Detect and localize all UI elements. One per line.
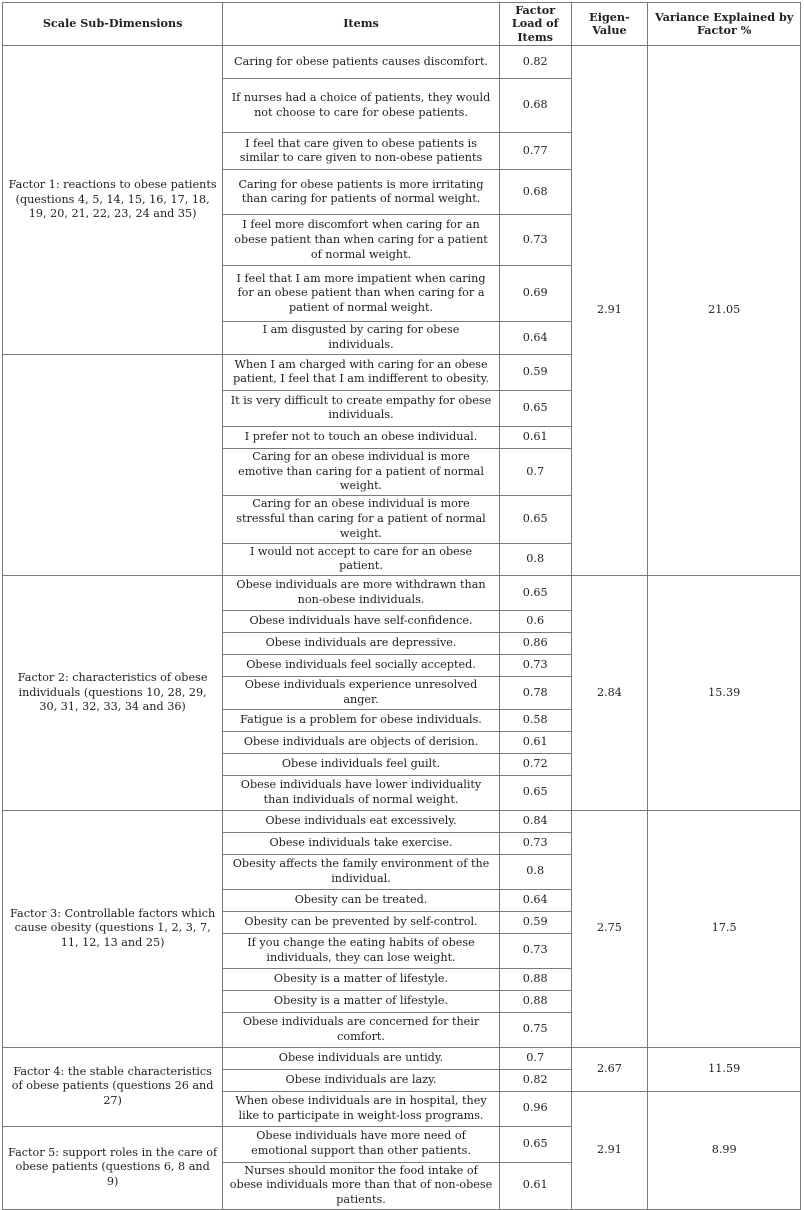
factor-cell: Factor 4: the stable characteristics of obese patients (questions 26 and 27) bbox=[3, 1047, 223, 1126]
item-cell: Obesity is a matter of lifestyle. bbox=[223, 968, 500, 990]
item-cell: Obese individuals have self-confidence. bbox=[223, 611, 500, 633]
variance-cell: 21.05 bbox=[648, 46, 801, 576]
load-cell: 0.6 bbox=[499, 611, 571, 633]
item-cell: Obesity affects the family environment of the individual. bbox=[223, 854, 500, 889]
item-cell: If you change the eating habits of obese individuals, they can lose weight. bbox=[223, 933, 500, 968]
item-cell: Nurses should monitor the food intake of obese individuals more than that of non-obese patients. bbox=[223, 1162, 500, 1209]
load-cell: 0.64 bbox=[499, 889, 571, 911]
load-cell: 0.84 bbox=[499, 810, 571, 832]
factor-analysis-table bbox=[2, 2, 801, 1210]
load-cell: 0.75 bbox=[499, 1012, 571, 1047]
variance-cell: 8.99 bbox=[648, 1091, 801, 1209]
table-row bbox=[3, 46, 801, 79]
item-cell: Obese individuals eat excessively. bbox=[223, 810, 500, 832]
load-cell: 0.69 bbox=[499, 266, 571, 322]
load-cell: 0.58 bbox=[499, 709, 571, 731]
eigen-cell: 2.67 bbox=[571, 1047, 648, 1091]
header-scale-sub-dimensions: Scale Sub-Dimensions bbox=[3, 3, 223, 46]
item-cell: When I am charged with caring for an obese patient, I feel that I am indifferent to obesity. bbox=[223, 354, 500, 390]
item-cell: I prefer not to touch an obese individual. bbox=[223, 426, 500, 448]
load-cell: 0.7 bbox=[499, 448, 571, 495]
load-cell: 0.73 bbox=[499, 655, 571, 677]
load-cell: 0.78 bbox=[499, 677, 571, 710]
load-cell: 0.96 bbox=[499, 1091, 571, 1126]
item-cell: Obesity can be treated. bbox=[223, 889, 500, 911]
item-cell: Obese individuals feel socially accepted. bbox=[223, 655, 500, 677]
eigen-cell: 2.91 bbox=[571, 1091, 648, 1209]
table-row bbox=[3, 576, 801, 611]
variance-cell: 17.5 bbox=[648, 810, 801, 1047]
load-cell: 0.82 bbox=[499, 46, 571, 79]
load-cell: 0.72 bbox=[499, 753, 571, 775]
load-cell: 0.61 bbox=[499, 1162, 571, 1209]
load-cell: 0.8 bbox=[499, 543, 571, 576]
header-eigen-value: Eigen-Value bbox=[571, 3, 648, 46]
variance-cell: 15.39 bbox=[648, 576, 801, 811]
load-cell: 0.61 bbox=[499, 426, 571, 448]
factor-cell: Factor 1: reactions to obese patients (questions 4, 5, 14, 15, 16, 17, 18, 19, 20, 21, 22, 23, 24 and 35) bbox=[3, 46, 223, 355]
header-items: Items bbox=[223, 3, 500, 46]
item-cell: Obese individuals are depressive. bbox=[223, 633, 500, 655]
load-cell: 0.64 bbox=[499, 322, 571, 355]
item-cell: When obese individuals are in hospital, they like to participate in weight-loss programs. bbox=[223, 1091, 500, 1126]
load-cell: 0.68 bbox=[499, 170, 571, 215]
item-cell: I feel that I am more impatient when caring for an obese patient than when caring for a patient of normal weight. bbox=[223, 266, 500, 322]
item-cell: Obesity is a matter of lifestyle. bbox=[223, 990, 500, 1012]
item-cell: Obese individuals are untidy. bbox=[223, 1047, 500, 1069]
eigen-cell: 2.91 bbox=[571, 46, 648, 576]
eigen-cell: 2.84 bbox=[571, 576, 648, 811]
factor-cell: Factor 5: support roles in the care of obese patients (questions 6, 8 and 9) bbox=[3, 1126, 223, 1209]
factor-cell-empty bbox=[3, 354, 223, 575]
factor-cell: Factor 2: characteristics of obese individuals (questions 10, 28, 29, 30, 31, 32, 33, 34 and 36) bbox=[3, 576, 223, 811]
load-cell: 0.61 bbox=[499, 731, 571, 753]
load-cell: 0.88 bbox=[499, 990, 571, 1012]
load-cell: 0.65 bbox=[499, 496, 571, 543]
load-cell: 0.59 bbox=[499, 911, 571, 933]
item-cell: Caring for obese patients causes discomfort. bbox=[223, 46, 500, 79]
item-cell: Obese individuals have more need of emotional support than other patients. bbox=[223, 1126, 500, 1162]
item-cell: It is very difficult to create empathy for obese individuals. bbox=[223, 390, 500, 426]
load-cell: 0.59 bbox=[499, 354, 571, 390]
load-cell: 0.82 bbox=[499, 1069, 571, 1091]
load-cell: 0.88 bbox=[499, 968, 571, 990]
variance-cell: 11.59 bbox=[648, 1047, 801, 1091]
eigen-cell: 2.75 bbox=[571, 810, 648, 1047]
table-row bbox=[3, 1047, 801, 1069]
item-cell: If nurses had a choice of patients, they would not choose to care for obese patients. bbox=[223, 79, 500, 133]
item-cell: Caring for an obese individual is more emotive than caring for a patient of normal weight. bbox=[223, 448, 500, 495]
item-cell: Obese individuals are more withdrawn than non-obese individuals. bbox=[223, 576, 500, 611]
item-cell: Obese individuals experience unresolved anger. bbox=[223, 677, 500, 710]
load-cell: 0.65 bbox=[499, 390, 571, 426]
load-cell: 0.73 bbox=[499, 832, 571, 854]
header-variance-explained: Variance Explained by Factor % bbox=[648, 3, 801, 46]
item-cell: I would not accept to care for an obese patient. bbox=[223, 543, 500, 576]
load-cell: 0.86 bbox=[499, 633, 571, 655]
item-cell: Obese individuals have lower individuality than individuals of normal weight. bbox=[223, 775, 500, 810]
header-row bbox=[3, 3, 801, 46]
item-cell: I am disgusted by caring for obese individuals. bbox=[223, 322, 500, 355]
item-cell: Caring for obese patients is more irritating than caring for patients of normal weight. bbox=[223, 170, 500, 215]
load-cell: 0.65 bbox=[499, 576, 571, 611]
load-cell: 0.65 bbox=[499, 775, 571, 810]
item-cell: I feel that care given to obese patients is similar to care given to non-obese patients bbox=[223, 133, 500, 170]
header-factor-load: Factor Load of Items bbox=[499, 3, 571, 46]
item-cell: Obese individuals are concerned for their comfort. bbox=[223, 1012, 500, 1047]
item-cell: Obese individuals are lazy. bbox=[223, 1069, 500, 1091]
item-cell: Fatigue is a problem for obese individuals. bbox=[223, 709, 500, 731]
load-cell: 0.65 bbox=[499, 1126, 571, 1162]
load-cell: 0.8 bbox=[499, 854, 571, 889]
load-cell: 0.77 bbox=[499, 133, 571, 170]
load-cell: 0.7 bbox=[499, 1047, 571, 1069]
load-cell: 0.68 bbox=[499, 79, 571, 133]
factor-cell: Factor 3: Controllable factors which cause obesity (questions 1, 2, 3, 7, 11, 12, 13 and 25) bbox=[3, 810, 223, 1047]
table-row bbox=[3, 810, 801, 832]
load-cell: 0.73 bbox=[499, 933, 571, 968]
item-cell: Caring for an obese individual is more stressful than caring for a patient of normal weight. bbox=[223, 496, 500, 543]
item-cell: Obese individuals take exercise. bbox=[223, 832, 500, 854]
item-cell: I feel more discomfort when caring for an obese patient than when caring for a patient of normal weight. bbox=[223, 215, 500, 266]
item-cell: Obesity can be prevented by self-control. bbox=[223, 911, 500, 933]
item-cell: Obese individuals feel guilt. bbox=[223, 753, 500, 775]
load-cell: 0.73 bbox=[499, 215, 571, 266]
item-cell: Obese individuals are objects of derision. bbox=[223, 731, 500, 753]
